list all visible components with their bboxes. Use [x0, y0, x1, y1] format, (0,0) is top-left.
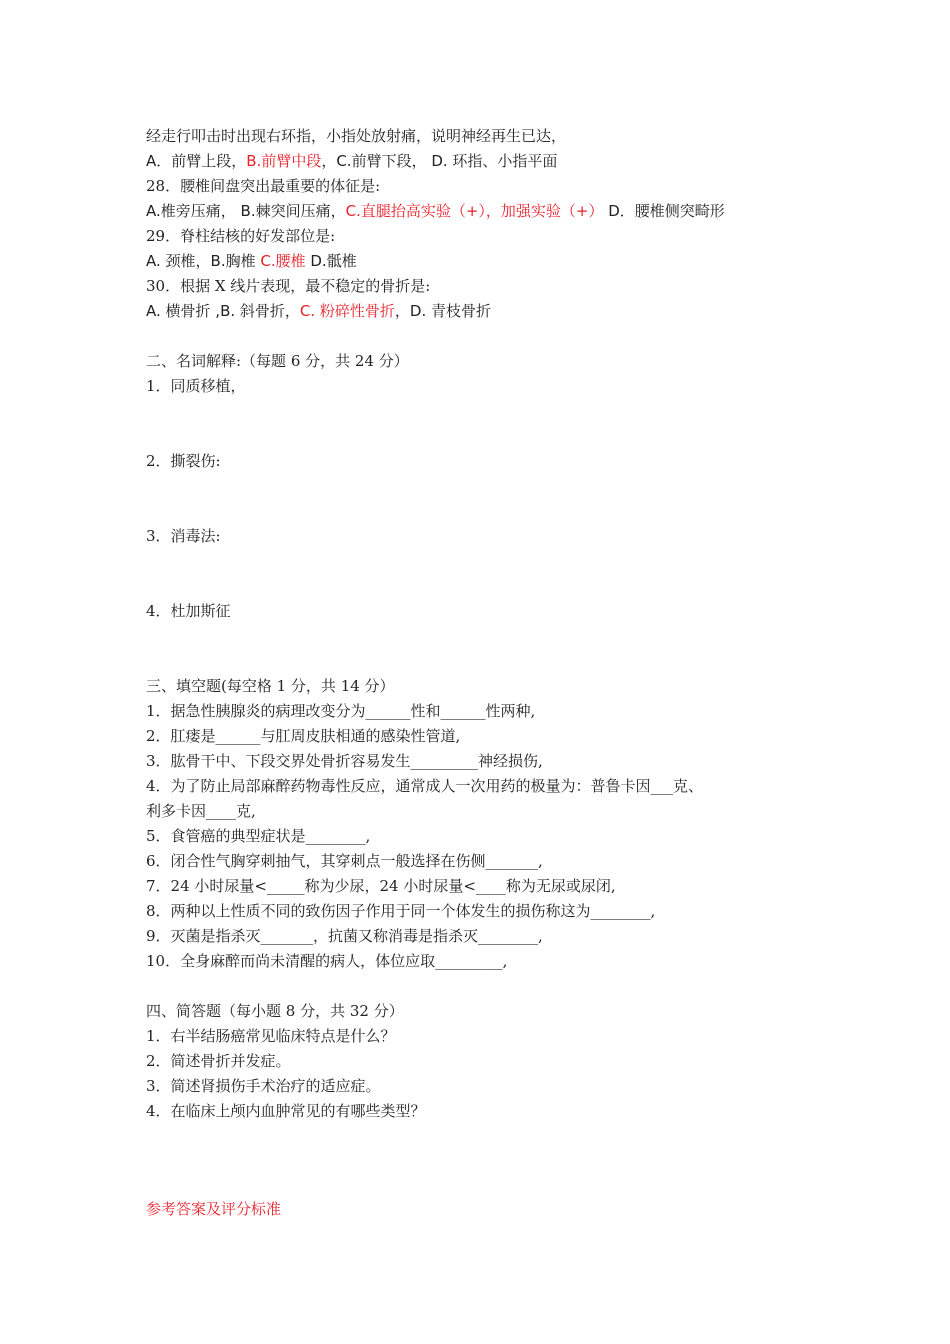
- fill-item: 7．24 小时尿量<_____称为少尿，24 小时尿量<____称为无尿或尿闭,: [146, 877, 616, 895]
- fill-item: 6．闭合性气胸穿刺抽气，其穿刺点一般选择在伤侧_______,: [146, 852, 543, 870]
- document-page: [146, 124, 826, 1222]
- option-d: D．腰椎侧突畸形: [603, 202, 725, 220]
- fill-item: 利多卡因____克,: [146, 802, 256, 820]
- options-a-b: A.椎旁压痛， B.棘突间压痛，: [146, 202, 346, 220]
- term-item: 1．同质移植，: [146, 377, 246, 395]
- question-30-options: [146, 299, 826, 324]
- question-28: 28．腰椎间盘突出最重要的体征是:: [146, 177, 381, 195]
- question-27-continuation: 经走行叩击时出现右环指，小指处放射痛，说明神经再生已达，: [146, 127, 567, 145]
- fill-item: 10．全身麻醉而尚未清醒的病人，体位应取_________,: [146, 952, 508, 970]
- short-answer-item: 3．简述肾损伤手术治疗的适应症。: [146, 1077, 381, 1095]
- correct-answer: B.前臂中段: [246, 152, 322, 170]
- option-d: ，D. 青枝骨折: [394, 302, 492, 320]
- fill-item: 9．灭菌是指杀灭_______，抗菌又称消毒是指杀灭________,: [146, 927, 543, 945]
- answer-key-heading: 参考答案及评分标准: [146, 1200, 282, 1218]
- section-heading-terms: 二、名词解释:（每题 6 分，共 24 分）: [146, 352, 409, 370]
- correct-answer: C.直腿抬高实验（+），加强实验（+）: [345, 202, 604, 220]
- fill-item: 3．肱骨干中、下段交界处骨折容易发生_________神经损伤,: [146, 752, 543, 770]
- other-options: ，C.前臂下段， D. 环指、小指平面: [321, 152, 558, 170]
- correct-answer: C. 粉碎性骨折: [299, 302, 395, 320]
- option-d: D.骶椎: [305, 252, 357, 270]
- fill-item: 4．为了防止局部麻醉药物毒性反应，通常成人一次用药的极量为：普鲁卡因___克、: [146, 777, 704, 795]
- section-heading-short-answer: 四、简答题（每小题 8 分，共 32 分）: [146, 1002, 404, 1020]
- fill-item: 1．据急性胰腺炎的病理改变分为______性和______性两种,: [146, 702, 536, 720]
- question-27-options: [146, 149, 826, 174]
- term-item: 3．消毒法:: [146, 527, 221, 545]
- options-a-b: A. 颈椎，B.胸椎: [146, 252, 256, 270]
- section-heading-fill: 三、填空题(每空格 1 分，共 14 分）: [146, 677, 395, 695]
- term-item: 2．撕裂伤:: [146, 452, 221, 470]
- fill-item: 2．肛瘘是______与肛周皮肤相通的感染性管道,: [146, 727, 461, 745]
- fill-item: 5．食管癌的典型症状是________,: [146, 827, 371, 845]
- question-29: 29．脊柱结核的好发部位是:: [146, 227, 336, 245]
- short-answer-item: 2．简述骨折并发症。: [146, 1052, 291, 1070]
- fill-item: 8．两种以上性质不同的致伤因子作用于同一个体发生的损伤称这为________,: [146, 902, 656, 920]
- question-29-options: [146, 249, 826, 274]
- option-a: A．前臂上段，: [146, 152, 247, 170]
- question-30: 30．根据 X 线片表现，最不稳定的骨折是:: [146, 277, 431, 295]
- options-a-b: A. 横骨折 ,B. 斜骨折，: [146, 302, 300, 320]
- correct-answer: C.腰椎: [255, 252, 306, 270]
- question-28-options: [146, 199, 826, 224]
- term-item: 4．杜加斯征: [146, 602, 231, 620]
- short-answer-item: 1．右半结肠癌常见临床特点是什么？: [146, 1027, 396, 1045]
- short-answer-item: 4．在临床上颅内血肿常见的有哪些类型？: [146, 1102, 426, 1120]
